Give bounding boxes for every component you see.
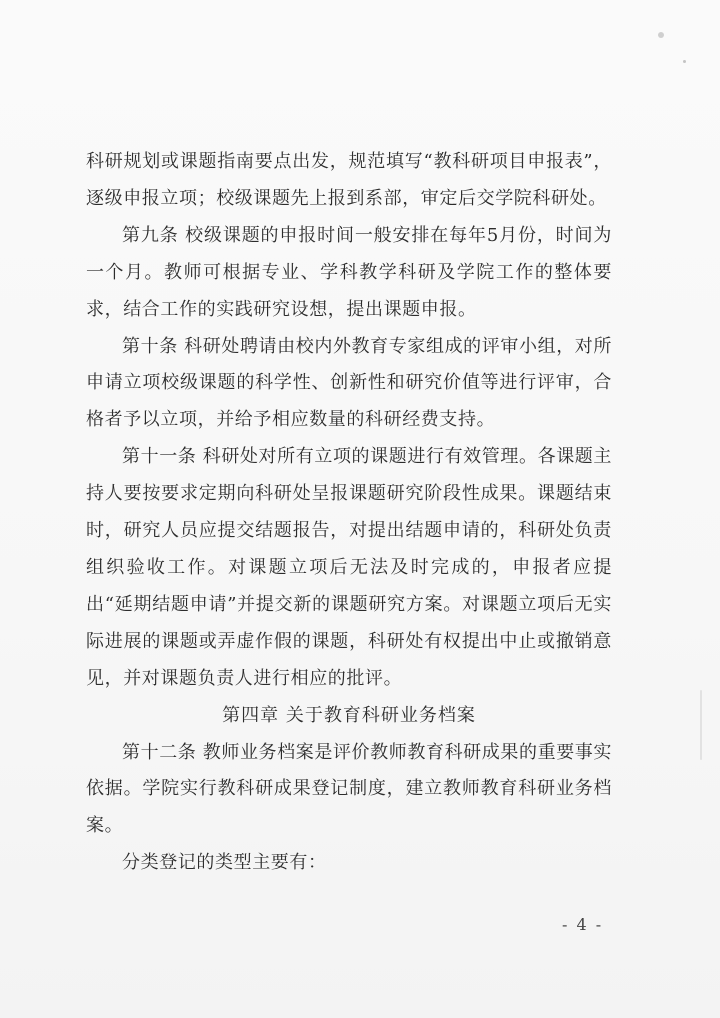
scan-speck bbox=[658, 32, 664, 38]
scan-fold-mark bbox=[700, 690, 702, 760]
paragraph-registration-types: 分类登记的类型主要有： bbox=[122, 852, 327, 874]
document-body bbox=[86, 144, 612, 882]
page-number: - 4 - bbox=[562, 915, 604, 934]
paragraph-continuation: 科研规划或课题指南要点出发，规范填写“教科研项目申报表”，逐级申报立项；校级课题先上报到系部，审定后交学院科研处。 bbox=[86, 151, 612, 209]
paragraph-article-10: 第十条 科研处聘请由校内外教育专家组成的评审小组，对所申请立项校级课题的科学性、创新性和研究价值等进行评审，合格者予以立项，并给予相应数量的科研经费支持。 bbox=[86, 335, 612, 431]
scan-speck bbox=[683, 60, 686, 63]
chapter-title: 第四章 关于教育科研业务档案 bbox=[222, 704, 476, 726]
paragraph-article-11: 第十一条 科研处对所有立项的课题进行有效管理。各课题主持人要按要求定期向科研处呈报课题研究阶段性成果。课题结束时，研究人员应提交结题报告，对提出结题申请的，科研处负责组织验收工作。对课题立项后无法及时完成的，申报者应提出“延期结题申请”并提交新的课题研究方案。对课题立项后无实际进展的课题或弄虚作假的课题，科研处有权提出中止或撤销意见，并对课题负责人进行相应的批评。 bbox=[86, 446, 612, 689]
paragraph-article-12: 第十二条 教师业务档案是评价教师教育科研成果的重要事实依据。学院实行教科研成果登记制度，建立教师教育科研业务档案。 bbox=[86, 741, 612, 837]
paragraph-article-9: 第九条 校级课题的申报时间一般安排在每年5月份，时间为一个月。教师可根据专业、学科教学科研及学院工作的整体要求，结合工作的实践研究设想，提出课题申报。 bbox=[86, 224, 612, 320]
